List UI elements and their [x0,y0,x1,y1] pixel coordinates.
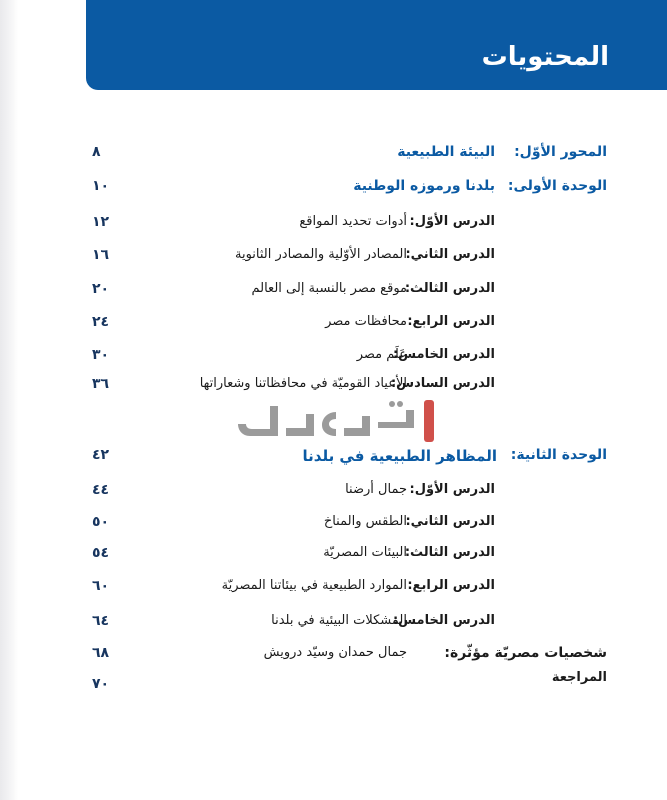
toc-title: الموارد الطبيعية في بيئاتنا المصريّة [221,578,407,593]
toc-title: البيئات المصريّة [323,545,407,560]
toc-title: الطقس والمناخ [323,514,407,529]
toc-page-number: ٧٠ [92,676,110,692]
toc-lesson[interactable] [0,613,667,643]
toc-title: البيئة الطبيعية [397,144,495,160]
toc-label: الدرس الثالث: [404,281,495,296]
toc-axis-1[interactable] [0,144,667,174]
toc-page-number: ٦٠ [92,578,110,594]
logo-dot [389,401,395,407]
toc-label: الوحدة الثانية: [510,447,607,463]
eshkool-logo-watermark [228,392,448,448]
toc-page-number: ١٦ [92,247,110,263]
toc-label: الدرس السادس: [390,376,495,391]
toc-unit-1[interactable] [0,178,667,208]
toc-label: الدرس الثاني: [405,514,495,529]
toc-page-number: ١٢ [92,214,110,230]
logo-dot [397,401,403,407]
toc-unit-2[interactable] [0,447,667,477]
toc-label: الدرس الثالث: [404,545,495,560]
logo-shape-3 [322,412,336,436]
toc-title: محافظات مصر [325,314,407,329]
toc-page-number: ٤٤ [92,482,110,498]
toc-page-number: ٢٠ [92,281,110,297]
toc-title: موقع مصر بالنسبة إلى العالم [251,281,407,296]
toc-lesson[interactable] [0,281,667,311]
toc-label: الدرس الأوّل: [409,482,495,497]
toc-title: عَلَم مصر [356,347,407,362]
toc-page-number: ٥٠ [92,514,110,530]
toc-page-number: ١٠ [92,178,110,194]
logo-shape-5 [238,406,278,436]
toc-label: الدرس الثاني: [405,247,495,262]
toc-page-number: ٢٤ [92,314,110,330]
toc-lesson[interactable] [0,514,667,544]
toc-page-number: ٦٤ [92,613,110,629]
page-title: المحتويات [481,42,609,72]
toc-lesson[interactable] [0,314,667,344]
toc-lesson[interactable] [0,214,667,244]
logo-shape-1 [378,410,414,428]
toc-label: المحور الأوّل: [514,144,607,160]
toc-title: بلدنا ورموزه الوطنية [353,178,495,194]
toc-label: المراجعة [551,670,607,685]
toc-page-number: ٥٤ [92,545,110,561]
toc-title: جمال أرضنا [345,482,407,497]
toc-label: الدرس الخامس: [392,347,495,362]
logo-red-bar [424,400,434,442]
toc-page-number: ٣٦ [92,376,110,392]
toc-page-number: ٤٢ [92,447,110,463]
toc-title: جمال حمدان وسيّد درويش [263,645,407,660]
logo-shape-4 [286,414,314,436]
toc-lesson[interactable] [0,247,667,277]
toc-label: شخصيات مصريّة مؤثّرة: [444,645,607,661]
toc-title: المشكلات البيئية في بلدنا [271,613,407,628]
toc-review[interactable] [0,670,667,700]
toc-title: أدوات تحديد المواقع [299,214,407,229]
toc-title: المصادر الأوّلية والمصادر الثانوية [235,247,407,262]
toc-lesson[interactable] [0,578,667,608]
toc-label: الدرس الخامس: [392,613,495,628]
toc-label: الدرس الرابع: [407,578,495,593]
toc-title: الأعياد القوميّة في محافظاتنا وشعاراتها [199,376,407,391]
toc-label: الوحدة الأولى: [507,178,607,194]
toc-label: الدرس الرابع: [407,314,495,329]
toc-page-number: ٦٨ [92,645,110,661]
toc-title: المظاهر الطبيعية في بلدنا [302,447,497,465]
toc-lesson[interactable] [0,347,667,377]
toc-lesson[interactable] [0,545,667,575]
toc-page-number: ٨ [92,144,101,160]
toc-lesson[interactable] [0,482,667,512]
toc-page-number: ٣٠ [92,347,110,363]
logo-shape-2 [344,416,370,436]
toc-label: الدرس الأوّل: [409,214,495,229]
